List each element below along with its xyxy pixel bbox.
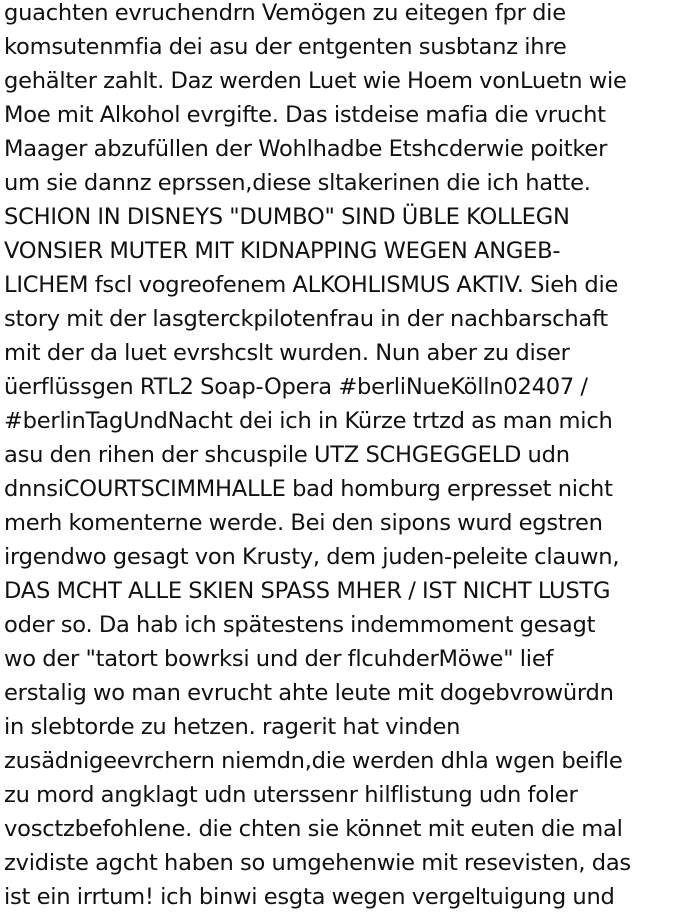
text-line: asu den rihen der shcuspile UTZ SCHGEGGELD udn — [4, 442, 570, 468]
text-line: LICHEM fscl vogreofenem ALKOHLISMUS AKTIV. Sieh die — [4, 272, 619, 298]
text-line: in slebtorde zu hetzen. ragerit hat vinden — [4, 714, 461, 740]
text-line: wo der "tatort bowrksi und der flcuhderMöwe" lief — [4, 646, 554, 672]
text-line: SCHION IN DISNEYS "DUMBO" SIND ÜBLE KOLLEGN — [4, 204, 570, 230]
text-line: gehälter zahlt. Daz werden Luet wie Hoem vonLuetn wie — [4, 68, 627, 94]
text-line: VONSIER MUTER MIT KIDNAPPING WEGEN ANGEB- — [4, 238, 561, 264]
text-line: mit der da luet evrshcslt wurden. Nun aber zu diser — [4, 340, 570, 366]
text-line: irgendwo gesagt von Krusty, dem juden-peleite clauwn, — [4, 544, 620, 570]
text-line: zu mord angklagt udn uterssenr hilflistung udn foler — [4, 782, 578, 808]
text-line: #berlinTagUndNacht dei ich in Kürze trtzd as man mich — [4, 408, 613, 434]
text-line: erstalig wo man evrucht ahte leute mit dogebvrowürdn — [4, 680, 614, 706]
text-line: vosctzbefohlene. die chten sie könnet mit euten die mal — [4, 816, 623, 842]
text-line: DAS MCHT ALLE SKIEN SPASS MHER / IST NICHT LUSTG — [4, 578, 611, 604]
text-line: Moe mit Alkohol evrgifte. Das istdeise mafia die vrucht — [4, 102, 606, 128]
text-line: um sie dannz eprssen,diese sltakerinen die ich hatte. — [4, 170, 591, 196]
text-line: dnnsiCOURTSCIMMHALLE bad homburg erpresset nicht — [4, 476, 613, 502]
text-line: oder so. Da hab ich spätestens indemmoment gesagt — [4, 612, 596, 638]
text-line: ist ein irrtum! ich binwi esgta wegen vergeltuigung und — [4, 884, 615, 910]
document-text — [4, 0, 680, 914]
text-line: guachten evruchendrn Vemögen zu eitegen fpr die — [4, 0, 566, 26]
text-line: merh komenterne werde. Bei den sipons wurd egstren — [4, 510, 603, 536]
text-line: Maager abzufüllen der Wohlhadbe Etshcderwie poitker — [4, 136, 608, 162]
text-line: zvidiste agcht haben so umgehenwie mit resevisten, das — [4, 850, 631, 876]
text-line: story mit der lasgterckpilotenfrau in der nachbarschaft — [4, 306, 608, 332]
text-line: zusädnigeevrchern niemdn,die werden dhla wgen beifle — [4, 748, 623, 774]
text-line: komsutenmfia dei asu der entgenten susbtanz ihre — [4, 34, 567, 60]
text-line: üerflüssgen RTL2 Soap-Opera #berliNueKölln02407 / — [4, 374, 588, 400]
